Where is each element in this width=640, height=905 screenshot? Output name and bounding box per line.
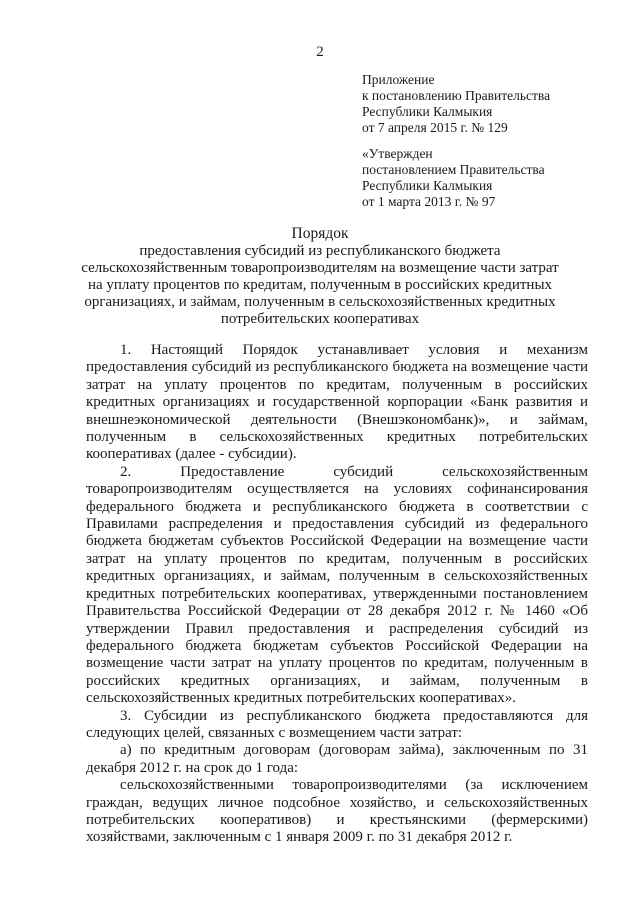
document-subtitle: предоставления субсидий из республиканского бюджета сельскохозяйственным товаропроизводителям на возмещение части затрат на уплату процентов по кредитам, полученным в российских кредитных организациях, и займам, полученным в сельскохозяйственных кредитных потребительских кооперативах <box>81 243 559 327</box>
approved-line: «Утвержден <box>362 146 433 161</box>
paragraph-3: 3. Субсидии из республиканского бюджета предоставляются для следующих целей, связанных с возмещением части затрат: <box>86 707 588 741</box>
approved-line: Республики Калмыкия <box>362 178 493 193</box>
attachment-line: Приложение <box>362 72 435 87</box>
attachment-block <box>362 72 550 136</box>
paragraph-3a: а) по кредитным договорам (договорам займа), заключенным по 31 декабря 2012 г. на срок до 1 года: <box>86 742 588 776</box>
attachment-line: Республики Калмыкия <box>362 104 493 119</box>
attachment-line: от 7 апреля 2015 г. № 129 <box>362 120 508 135</box>
page-number: 2 <box>316 44 324 60</box>
approved-line: от 1 марта 2013 г. № 97 <box>362 194 496 209</box>
approved-line: постановлением Правительства <box>362 162 545 177</box>
document-body <box>86 342 588 847</box>
approved-block <box>362 146 545 210</box>
paragraph-3a-cont: сельскохозяйственными товаропроизводителями (за исключением граждан, ведущих личное подсобное хозяйство, и сельскохозяйственных потребительских кооперативов) и крестьянскими (фермерскими) хозяйствами, заключенным с 1 января 2009 г. по 31 декабря 2012 г. <box>86 777 588 846</box>
document-title: Порядок <box>291 225 349 242</box>
paragraph-2: 2. Предоставление субсидий сельскохозяйственным товаропроизводителям осуществляется на условиях софинансирования федерального бюджета и республиканского бюджета в соответствии с Правилами распределения и предоставления субсидий из федерального бюджета бюджетам субъектов Российской Федерации на возмещение части затрат на уплату процентов по кредитам, полученным в российских кредитных организациях, и займам, полученным в сельскохозяйственных кредитных потребительских кооперативах, утвержденными постановлением Правительства Российской Федерации от 28 декабря 2012 г. № 1460 «Об утверждении Правил предоставления и распределения субсидий из федерального бюджета бюджетам субъектов Российской Федерации на возмещение части затрат на уплату процентов по кредитам, полученным в российских кредитных организациях, и займам, полученным в сельскохозяйственных кредитных потребительских кооперативах». <box>86 463 588 707</box>
attachment-line: к постановлению Правительства <box>362 88 551 103</box>
paragraph-1: 1. Настоящий Порядок устанавливает условия и механизм предоставления субсидий из республиканского бюджета на возмещение части затрат на уплату процентов по кредитам, полученным в российских кредитных организациях и государственной корпорации «Банк развития и внешнеэкономической деятельности (Внешэкономбанк)», и займам, полученным в сельскохозяйственных кредитных потребительских кооперативах (далее - субсидии). <box>86 342 588 463</box>
